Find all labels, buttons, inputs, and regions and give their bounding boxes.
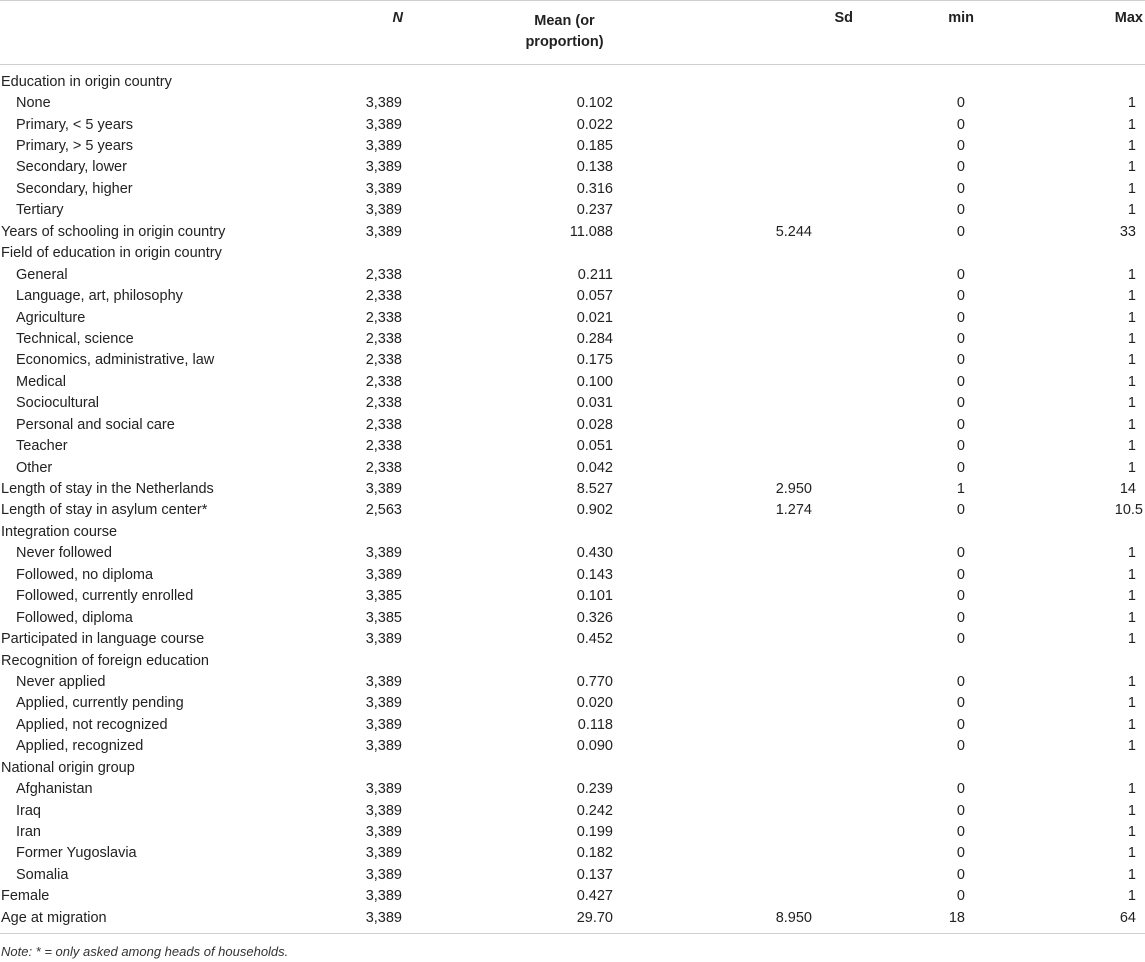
cell-max: 1 <box>1127 738 1136 755</box>
cell-min: 0 <box>956 609 965 626</box>
cell-mean: 0.427 <box>576 888 613 905</box>
cell-n: 2,338 <box>365 459 402 476</box>
header-sd: Sd <box>670 1 875 65</box>
cell-min <box>875 65 1010 93</box>
cell-sd <box>670 243 875 264</box>
table-row <box>0 350 1145 371</box>
cell-max: 1 <box>1127 845 1136 862</box>
cell-min: 0 <box>956 459 965 476</box>
table-body <box>0 65 1145 934</box>
cell-sd <box>670 264 875 285</box>
cell-max: 1 <box>1127 438 1136 455</box>
cell-min: 18 <box>875 907 1010 933</box>
cell-max: 14 <box>1119 481 1136 498</box>
cell-max: 1 <box>1127 781 1136 798</box>
cell-max: 1 <box>1127 266 1136 283</box>
row-label: Iran <box>16 824 41 841</box>
table-row <box>0 221 1145 242</box>
cell-mean: 0.143 <box>576 566 613 583</box>
row-label: Primary, > 5 years <box>16 138 133 155</box>
row-label: National origin group <box>1 759 135 776</box>
table-row <box>0 586 1145 607</box>
table-row <box>0 757 1145 778</box>
cell-max <box>1010 650 1145 671</box>
table-row <box>0 371 1145 392</box>
cell-n: 2,338 <box>365 438 402 455</box>
cell-min: 0 <box>956 695 965 712</box>
cell-max: 1 <box>1127 180 1136 197</box>
cell-max: 1 <box>1127 824 1136 841</box>
cell-min <box>875 521 1010 542</box>
cell-min: 0 <box>956 416 965 433</box>
cell-min: 0 <box>956 288 965 305</box>
table-row <box>0 114 1145 135</box>
cell-max <box>1010 65 1145 93</box>
cell-mean: 0.137 <box>576 866 613 883</box>
row-label: Teacher <box>16 438 68 455</box>
row-label: Secondary, higher <box>16 180 133 197</box>
cell-min: 0 <box>956 502 965 519</box>
cell-mean <box>450 65 670 93</box>
cell-min: 0 <box>956 373 965 390</box>
table-row <box>0 564 1145 585</box>
cell-sd <box>670 543 875 564</box>
table-row <box>0 500 1145 521</box>
cell-n: 3,389 <box>365 673 402 690</box>
cell-n: 3,389 <box>300 907 450 933</box>
cell-sd <box>670 564 875 585</box>
cell-mean: 0.090 <box>576 738 613 755</box>
cell-n: 2,338 <box>365 266 402 283</box>
cell-min: 0 <box>956 180 965 197</box>
cell-mean <box>450 650 670 671</box>
cell-sd <box>670 371 875 392</box>
table-row <box>0 135 1145 156</box>
cell-n: 3,389 <box>365 159 402 176</box>
cell-mean: 29.70 <box>450 907 670 933</box>
row-label: Followed, no diploma <box>16 566 154 583</box>
row-label: Integration course <box>1 523 118 540</box>
cell-mean: 0.021 <box>576 309 613 326</box>
row-label: Participated in language course <box>1 631 205 648</box>
table-row <box>0 393 1145 414</box>
row-label: Years of schooling in origin country <box>1 223 226 240</box>
cell-sd <box>670 307 875 328</box>
cell-sd <box>670 65 875 93</box>
cell-sd <box>670 135 875 156</box>
cell-mean: 0.138 <box>576 159 613 176</box>
row-label: Education in origin country <box>1 73 172 90</box>
row-label: Female <box>1 888 50 905</box>
header-label <box>0 1 300 65</box>
row-label: Afghanistan <box>16 781 93 798</box>
cell-mean: 0.452 <box>576 631 613 648</box>
cell-sd <box>670 586 875 607</box>
cell-sd: 8.950 <box>670 907 875 933</box>
row-label: Tertiary <box>16 202 64 219</box>
cell-mean: 8.527 <box>576 481 613 498</box>
cell-sd <box>670 200 875 221</box>
cell-n: 3,389 <box>365 716 402 733</box>
cell-min: 0 <box>956 309 965 326</box>
row-label: Iraq <box>16 802 41 819</box>
cell-max: 1 <box>1127 159 1136 176</box>
row-label: Length of stay in asylum center* <box>1 502 208 519</box>
row-label: Personal and social care <box>16 416 175 433</box>
cell-sd <box>670 693 875 714</box>
cell-min: 0 <box>956 266 965 283</box>
cell-mean: 0.101 <box>576 588 613 605</box>
row-label: Recognition of foreign education <box>1 652 209 669</box>
row-label: Followed, currently enrolled <box>16 588 194 605</box>
table-row <box>0 843 1145 864</box>
cell-n: 3,389 <box>365 631 402 648</box>
cell-mean: 0.430 <box>576 545 613 562</box>
table-row <box>0 821 1145 842</box>
cell-sd <box>670 628 875 649</box>
table-row <box>0 457 1145 478</box>
cell-min: 0 <box>956 716 965 733</box>
cell-sd <box>670 864 875 885</box>
cell-n <box>300 65 450 93</box>
cell-n: 3,389 <box>365 566 402 583</box>
row-label: Field of education in origin country <box>1 245 222 262</box>
cell-n: 3,389 <box>365 802 402 819</box>
cell-n: 3,389 <box>365 545 402 562</box>
table-row <box>0 907 1145 933</box>
cell-sd <box>670 92 875 113</box>
cell-min: 0 <box>956 588 965 605</box>
table-row <box>0 307 1145 328</box>
row-label: Medical <box>16 373 66 390</box>
cell-sd <box>670 114 875 135</box>
cell-max: 1 <box>1127 866 1136 883</box>
cell-max: 1 <box>1127 309 1136 326</box>
cell-min: 0 <box>956 395 965 412</box>
cell-max: 1 <box>1127 138 1136 155</box>
cell-max: 33 <box>1119 223 1136 240</box>
cell-n: 3,389 <box>365 738 402 755</box>
cell-mean: 0.182 <box>576 845 613 862</box>
cell-max: 1 <box>1127 288 1136 305</box>
cell-mean: 0.020 <box>576 695 613 712</box>
cell-sd <box>670 821 875 842</box>
cell-n: 3,389 <box>365 695 402 712</box>
cell-min: 0 <box>956 116 965 133</box>
cell-mean: 0.042 <box>576 459 613 476</box>
row-label: Length of stay in the Netherlands <box>1 481 214 498</box>
cell-sd <box>670 607 875 628</box>
cell-n: 3,389 <box>365 202 402 219</box>
cell-max: 1 <box>1127 459 1136 476</box>
row-label: Applied, recognized <box>16 738 144 755</box>
cell-n: 3,389 <box>365 866 402 883</box>
header-mean <box>450 1 670 65</box>
cell-mean: 0.242 <box>576 802 613 819</box>
cell-mean <box>450 757 670 778</box>
cell-max: 1 <box>1127 888 1136 905</box>
cell-sd: 5.244 <box>775 223 812 240</box>
cell-n: 3,385 <box>365 588 402 605</box>
cell-n: 2,338 <box>365 309 402 326</box>
table-note: Note: * = only asked among heads of households. <box>1 944 289 959</box>
row-label: Age at migration <box>0 907 300 933</box>
cell-sd <box>670 736 875 757</box>
cell-n: 2,338 <box>365 352 402 369</box>
cell-sd: 1.274 <box>775 502 812 519</box>
table-row <box>0 800 1145 821</box>
row-label: Language, art, philosophy <box>16 288 183 305</box>
cell-mean: 0.326 <box>576 609 613 626</box>
header-max: Max <box>1010 1 1145 65</box>
cell-max: 1 <box>1127 716 1136 733</box>
table-row <box>0 521 1145 542</box>
cell-n: 2,338 <box>365 373 402 390</box>
table-row <box>0 736 1145 757</box>
row-label: Never applied <box>16 673 106 690</box>
cell-mean: 0.028 <box>576 416 613 433</box>
cell-n: 3,389 <box>365 888 402 905</box>
row-label: Sociocultural <box>16 395 100 412</box>
cell-mean: 0.239 <box>576 781 613 798</box>
cell-mean: 0.175 <box>576 352 613 369</box>
cell-min: 0 <box>956 138 965 155</box>
cell-max <box>1010 243 1145 264</box>
cell-n: 3,389 <box>365 481 402 498</box>
cell-n: 3,389 <box>365 138 402 155</box>
table-row <box>0 478 1145 499</box>
cell-mean: 0.284 <box>576 330 613 347</box>
table-row <box>0 886 1145 907</box>
cell-sd <box>670 414 875 435</box>
cell-mean: 0.770 <box>576 673 613 690</box>
header-n: N <box>300 1 450 65</box>
cell-max: 1 <box>1127 566 1136 583</box>
cell-n: 3,389 <box>365 845 402 862</box>
cell-mean: 11.088 <box>569 223 613 240</box>
row-label: Applied, not recognized <box>16 716 168 733</box>
cell-n <box>300 757 450 778</box>
cell-min: 0 <box>956 631 965 648</box>
cell-max: 1 <box>1127 695 1136 712</box>
cell-n: 3,385 <box>365 609 402 626</box>
row-label: Followed, diploma <box>16 609 133 626</box>
cell-min: 1 <box>956 481 965 498</box>
table-row <box>0 264 1145 285</box>
cell-min: 0 <box>956 330 965 347</box>
cell-mean: 0.237 <box>576 202 613 219</box>
table-row <box>0 864 1145 885</box>
cell-sd: 2.950 <box>775 481 812 498</box>
cell-mean: 0.211 <box>577 266 613 283</box>
row-label: Technical, science <box>16 330 134 347</box>
cell-max: 1 <box>1127 202 1136 219</box>
cell-mean: 0.100 <box>576 373 613 390</box>
cell-min: 0 <box>956 545 965 562</box>
cell-min: 0 <box>956 673 965 690</box>
row-label: Other <box>16 459 53 476</box>
cell-mean: 0.051 <box>576 438 613 455</box>
cell-n: 3,389 <box>365 180 402 197</box>
header-mean-line1: Mean (or <box>534 13 595 29</box>
cell-max: 10.5 <box>1114 502 1143 519</box>
cell-max: 1 <box>1127 588 1136 605</box>
row-label: General <box>16 266 68 283</box>
cell-min: 0 <box>956 438 965 455</box>
header-row <box>0 1 1145 65</box>
cell-n: 2,338 <box>365 288 402 305</box>
cell-n <box>300 650 450 671</box>
row-label: Applied, currently pending <box>16 695 184 712</box>
cell-mean <box>450 243 670 264</box>
cell-sd <box>670 178 875 199</box>
cell-n: 2,338 <box>365 395 402 412</box>
cell-mean: 0.199 <box>576 824 613 841</box>
cell-sd <box>670 886 875 907</box>
cell-n: 3,389 <box>365 781 402 798</box>
cell-sd <box>670 843 875 864</box>
cell-mean: 0.102 <box>576 95 613 112</box>
cell-n: 3,389 <box>365 95 402 112</box>
cell-max <box>1010 757 1145 778</box>
cell-n: 2,338 <box>365 330 402 347</box>
cell-min: 0 <box>956 352 965 369</box>
table-row <box>0 543 1145 564</box>
cell-n: 2,338 <box>365 416 402 433</box>
row-label: Former Yugoslavia <box>16 845 137 862</box>
row-label: Secondary, lower <box>16 159 127 176</box>
cell-sd <box>670 457 875 478</box>
cell-sd <box>670 671 875 692</box>
table-row <box>0 200 1145 221</box>
cell-sd <box>670 714 875 735</box>
table-row <box>0 285 1145 306</box>
cell-mean: 0.185 <box>576 138 613 155</box>
cell-sd <box>670 521 875 542</box>
cell-max: 1 <box>1127 802 1136 819</box>
cell-mean: 0.118 <box>577 716 613 733</box>
cell-sd <box>670 778 875 799</box>
cell-max: 1 <box>1127 352 1136 369</box>
cell-mean <box>450 521 670 542</box>
table-header <box>0 1 1145 65</box>
cell-mean: 0.902 <box>576 502 613 519</box>
cell-mean: 0.057 <box>576 288 613 305</box>
cell-n: 2,563 <box>365 502 402 519</box>
cell-sd <box>670 350 875 371</box>
cell-sd <box>670 328 875 349</box>
cell-min <box>875 243 1010 264</box>
cell-max: 1 <box>1127 116 1136 133</box>
cell-min <box>875 757 1010 778</box>
cell-n: 3,389 <box>365 824 402 841</box>
cell-min: 0 <box>956 159 965 176</box>
cell-max: 1 <box>1127 416 1136 433</box>
table-row <box>0 714 1145 735</box>
cell-min: 0 <box>956 824 965 841</box>
cell-sd <box>670 285 875 306</box>
table-row <box>0 157 1145 178</box>
header-min: min <box>875 1 1010 65</box>
table-row <box>0 650 1145 671</box>
cell-max: 1 <box>1127 395 1136 412</box>
cell-n: 3,389 <box>365 223 402 240</box>
cell-max: 1 <box>1127 545 1136 562</box>
row-label: Somalia <box>16 866 69 883</box>
cell-sd <box>670 650 875 671</box>
cell-max <box>1010 521 1145 542</box>
table-row <box>0 243 1145 264</box>
table-row <box>0 92 1145 113</box>
table-row <box>0 628 1145 649</box>
table-row <box>0 778 1145 799</box>
cell-max: 1 <box>1127 609 1136 626</box>
cell-min: 0 <box>956 95 965 112</box>
cell-min: 0 <box>956 566 965 583</box>
cell-min: 0 <box>956 802 965 819</box>
cell-mean: 0.316 <box>576 180 613 197</box>
cell-sd <box>670 757 875 778</box>
cell-n: 3,389 <box>365 116 402 133</box>
table-row <box>0 178 1145 199</box>
cell-max: 1 <box>1127 631 1136 648</box>
cell-sd <box>670 800 875 821</box>
row-label: Economics, administrative, law <box>16 352 215 369</box>
table-row <box>0 328 1145 349</box>
cell-min: 0 <box>956 781 965 798</box>
cell-min: 0 <box>956 866 965 883</box>
table-row <box>0 414 1145 435</box>
cell-max: 1 <box>1127 673 1136 690</box>
cell-max: 64 <box>1010 907 1145 933</box>
table-row <box>0 671 1145 692</box>
row-label: Primary, < 5 years <box>16 116 133 133</box>
table-row <box>0 693 1145 714</box>
row-label: Never followed <box>16 545 112 562</box>
table-row <box>0 435 1145 456</box>
cell-mean: 0.022 <box>576 116 613 133</box>
cell-max: 1 <box>1127 95 1136 112</box>
cell-sd <box>670 157 875 178</box>
cell-n <box>300 243 450 264</box>
cell-min: 0 <box>956 223 965 240</box>
cell-min: 0 <box>956 845 965 862</box>
cell-min: 0 <box>956 202 965 219</box>
header-mean-line2: proportion) <box>525 34 604 50</box>
cell-sd <box>670 393 875 414</box>
cell-min: 0 <box>956 738 965 755</box>
cell-n <box>300 521 450 542</box>
cell-min: 0 <box>956 888 965 905</box>
cell-min <box>875 650 1010 671</box>
table-row <box>0 607 1145 628</box>
row-label: None <box>16 95 51 112</box>
cell-max: 1 <box>1127 373 1136 390</box>
table-row <box>0 65 1145 93</box>
row-label: Agriculture <box>16 309 86 326</box>
cell-max: 1 <box>1127 330 1136 347</box>
cell-mean: 0.031 <box>576 395 613 412</box>
cell-sd <box>670 435 875 456</box>
